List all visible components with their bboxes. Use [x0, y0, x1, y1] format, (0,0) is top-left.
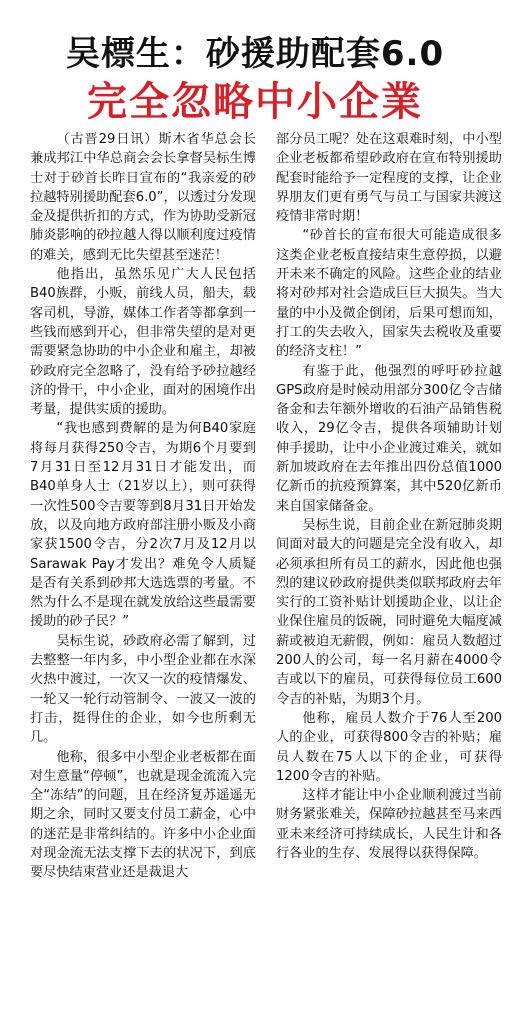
- article-paragraph: 有鉴于此，他强烈的呼吁砂拉越GPS政府是时候动用部分300亿令吉储备金和去年额外增收的石油产品销售税收入，29亿令吉，提供各项辅助计划伸手援助，让中小企业渡过难关，就如新加坡政府在去年推出四份总值1000亿新币的抗疫预算案，其中520亿新币来自国家储备金。: [276, 363, 502, 514]
- article-column-left: [30, 130, 256, 1020]
- article-paragraph: 他称，很多中小型企业老板都在面对生意量“停顿”，也就是现金流流入完全“冻结”的问题，且在经济复苏遥遥无期之余，同时又要支付员工薪金，心中的迷茫是非常纠结的。许多中小企业面对现金流无法支撑下去的状况下，到底要尽快结束营业还是裁退大: [30, 749, 256, 881]
- article-paragraph: 这样才能让中小企业顺利渡过当前财务紧张难关，保障砂拉越甚至马来西亚未来经济可持续成长，人民生计和各行各业的生存、发展得以获得保障。: [276, 788, 502, 861]
- article-paragraph: （古晋29日讯）斯木省华总会长兼成邦江中华总商会会长拿督吴标生博士对于砂首长昨日宣布的“我亲爱的砂拉越特别援助配套6.0”，以透过分发现金及提供折扣的方式，作为协助受新冠肺炎影响的砂拉越人得以顺利度过疫情的难关，感到无比失望甚至迷茫！: [30, 132, 256, 263]
- article-paragraph: “我也感到费解的是为何B40家庭将每月获得250令吉，为期6个月要到7月31日至12月31日才能发出，而B40单身人士（21岁以上），则可获得一次性500令吉要等到8月31日开始发放，以及向地方政府部注册小贩及小商家获1500令吉，分2次7月及12月以Sarawak Pay才发出？难免令人质疑是否有关系到砂邦大选选票的考量。不然为什么不是现在就发放给这些最需要援助的砂子民？”: [30, 421, 256, 630]
- article-paragraph: 他指出，虽然乐见广大人民包括B40族群，小贩，前线人员，船夫，载客司机，导游，媒体工作者等都拿到一些钱而感到开心，但非常失望的是对更需要紧急协助的中小企业和雇主，却被砂政府完全忽略了，没有给予砂拉越经济的骨干，中小企业，面对的困境作出考量，提供实质的援助。: [30, 267, 256, 418]
- headline-sub: 完全忽略中小企業: [87, 79, 423, 125]
- article-paragraph: 吴标生说，砂政府必需了解到，过去整整一年内多，中小型企业都在水深火热中渡过，一次又一次的疫情爆发、一轮又一轮行动管制令、一波又一波的打击，挺得住的企业，如今也所剩无几。: [30, 633, 256, 746]
- headline-main: 吴標生：砂援助配套6.0: [65, 34, 445, 74]
- article-paragraph: “砂首长的宣布很大可能造成很多这类企业老板直接结束生意停损，以避开未来不确定的风险。这些企业的结业将对砂邦对社会造成巨巨大损失。当大量的中小及微企倒闭，后果可想而知，打工的失去收入，国家失去税收及重要的经济支柱！”: [276, 228, 502, 360]
- article-paragraph: 他称，雇员人数介于76人至200人的企业，可获得800令吉的补贴；雇员人数在75人以下的企业，可获得1200令吉的补贴。: [276, 710, 502, 784]
- article-paragraph: 吴标生说，目前企业在新冠肺炎期间面对最大的问题是完全没有收入，却必须承担所有员工的薪水，因此他也强烈的建议砂政府提供类似联邦政府去年实行的工资补贴计划援助企业，以让企业保住雇员的饭碗，同时避免大幅度减薪或被迫无薪假，例如：雇员人数超过200人的公司，每一名月薪在4000令吉或以下的雇员，可获得每位员工600令吉的补贴，为期3个月。: [276, 517, 502, 707]
- article-paragraph: 部分员工呢？处在这艰难时刻，中小型企业老板都希望砂政府在宣布特别援助配套时能给予一定程度的支撑，让企业界朋友们更有勇气与员工与国家共渡这疫情非常时期！: [276, 132, 502, 225]
- article-column-right: [276, 130, 502, 1020]
